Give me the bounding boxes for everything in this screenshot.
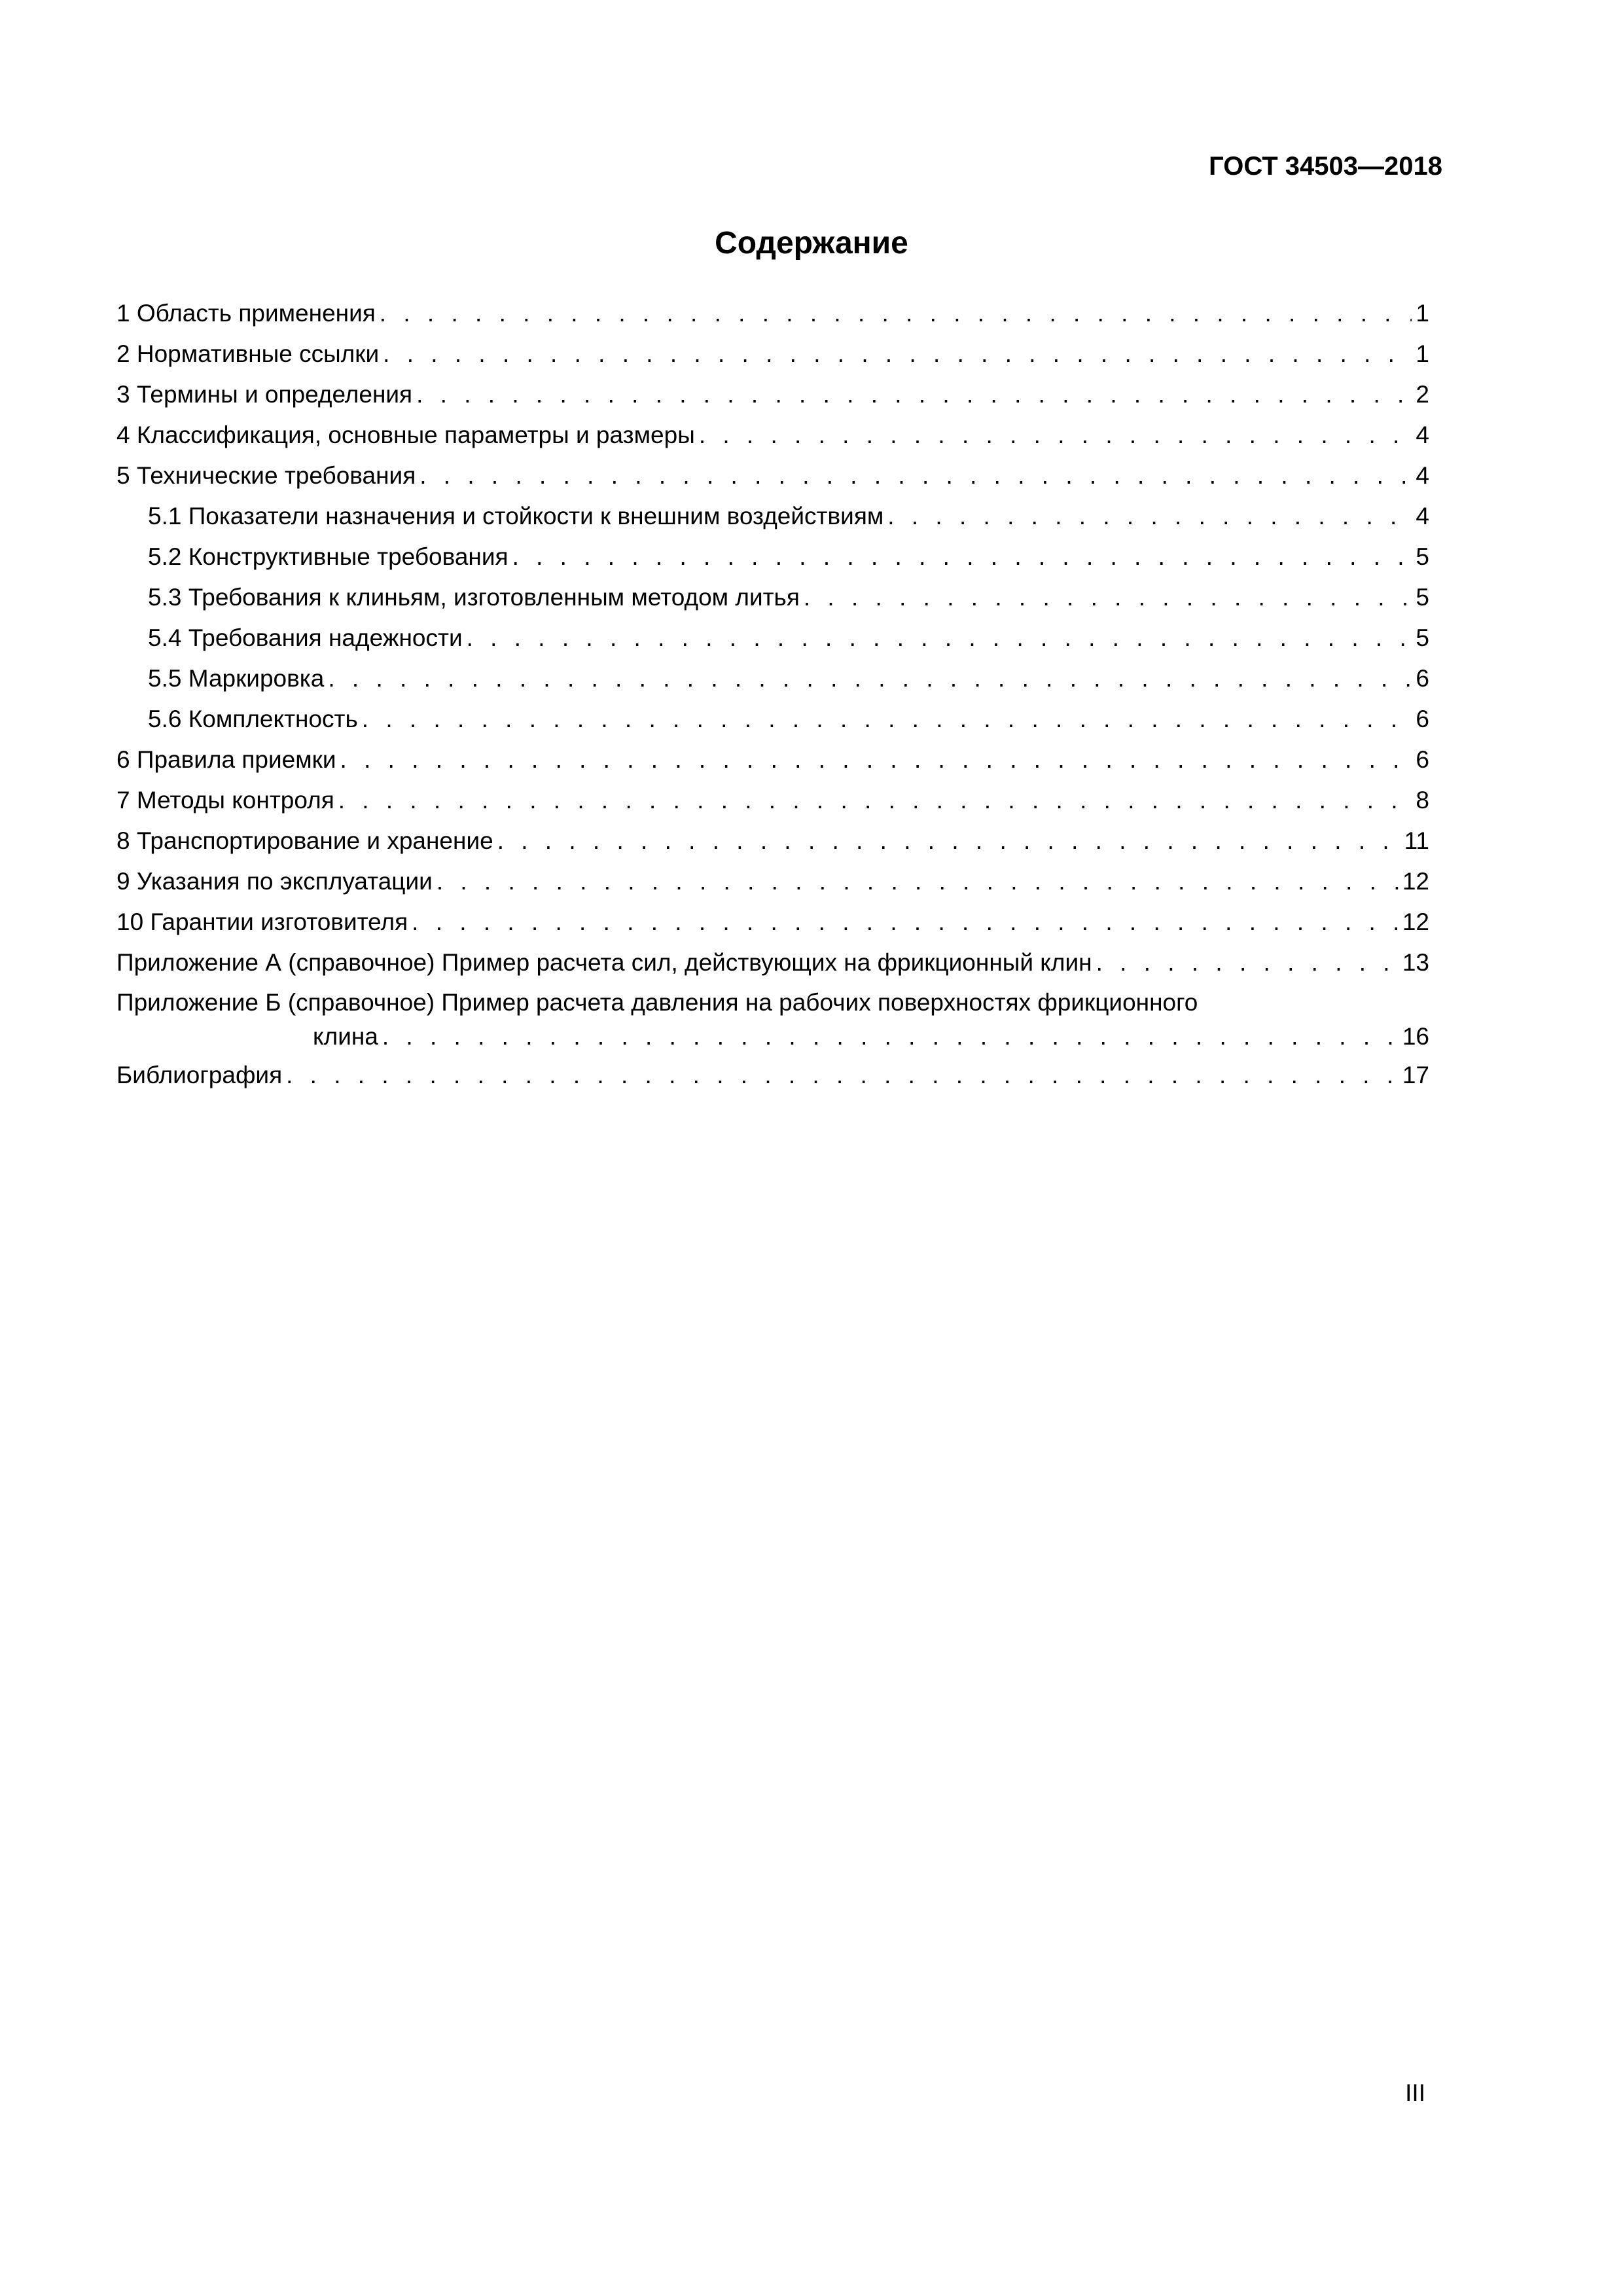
toc-entry-5-6[interactable] — [116, 699, 1429, 740]
toc-entry-title: 3 Термины и определения — [116, 381, 413, 408]
toc-entry-title: 6 Правила приемки — [116, 746, 336, 773]
toc-entry-title: 5.6 Комплектность — [148, 706, 358, 732]
toc-entry-title: Приложение Б (справочное) Пример расчета давления на рабочих поверхностях фрикционного — [116, 989, 1198, 1016]
document-code: ГОСТ 34503—2018 — [1209, 152, 1442, 181]
toc-entry-4[interactable] — [116, 415, 1429, 456]
toc-entry-page: 11 — [1404, 827, 1429, 854]
toc-entry-title: 5 Технические требования — [116, 462, 416, 489]
dot-leader — [416, 374, 1412, 415]
toc-entry-page: 4 — [1416, 422, 1429, 448]
table-of-contents — [116, 293, 1429, 1096]
toc-entry-page: 6 — [1416, 706, 1429, 732]
page-title: Содержание — [715, 226, 908, 260]
toc-entry-title: 5.1 Показатели назначения и стойкости к внешним воздействиям — [148, 503, 884, 529]
toc-entry-6[interactable] — [116, 740, 1429, 780]
toc-entry-title: 1 Область применения — [116, 300, 376, 327]
dot-leader — [412, 902, 1399, 942]
toc-entry-page: 5 — [1416, 543, 1429, 570]
toc-entry-title: 5.2 Конструктивные требования — [148, 543, 508, 570]
dot-leader — [286, 1055, 1399, 1096]
toc-entry-page: 12 — [1402, 908, 1429, 935]
toc-entry-title: 9 Указания по эксплуатации — [116, 868, 433, 895]
dot-leader — [437, 861, 1399, 902]
toc-entry-page: 4 — [1416, 503, 1429, 529]
toc-entry-title: 7 Методы контроля — [116, 787, 334, 814]
toc-entry-title: 5.3 Требования к клиньям, изготовленным методом литья — [148, 584, 800, 611]
toc-entry-page: 16 — [1402, 1023, 1429, 1050]
dot-leader — [338, 780, 1412, 821]
dot-leader — [699, 415, 1412, 456]
toc-entry-1[interactable] — [116, 293, 1429, 334]
toc-entry-page: 13 — [1402, 949, 1429, 976]
toc-entry-page: 1 — [1416, 340, 1429, 367]
toc-entry-title-cont: клина — [313, 1023, 378, 1050]
toc-entry-continuation — [116, 1020, 1429, 1054]
dot-leader — [382, 1020, 1399, 1054]
dot-leader — [887, 496, 1412, 537]
toc-entry-page: 8 — [1416, 787, 1429, 814]
dot-leader — [340, 740, 1412, 780]
dot-leader — [419, 456, 1412, 496]
toc-entry-page: 12 — [1402, 868, 1429, 895]
dot-leader — [1096, 942, 1399, 983]
page-number: III — [1405, 2079, 1425, 2106]
toc-entry-5-1[interactable] — [116, 496, 1429, 537]
toc-entry-page: 4 — [1416, 462, 1429, 489]
toc-entry-title: 8 Транспортирование и хранение — [116, 827, 493, 854]
dot-leader — [380, 293, 1412, 334]
toc-entry-5-2[interactable] — [116, 537, 1429, 577]
toc-entry-5-3[interactable] — [116, 577, 1429, 618]
toc-entry-9[interactable] — [116, 861, 1429, 902]
toc-entry-page: 6 — [1416, 665, 1429, 692]
toc-entry-page: 5 — [1416, 584, 1429, 611]
toc-entry-title: 5.4 Требования надежности — [148, 624, 463, 651]
dot-leader — [512, 537, 1412, 577]
toc-entry-title: Библиография — [116, 1062, 283, 1088]
toc-entry-appendix-a[interactable] — [116, 942, 1429, 983]
toc-entry-page: 17 — [1402, 1062, 1429, 1088]
toc-entry-5-4[interactable] — [116, 618, 1429, 658]
toc-entry-title: 5.5 Маркировка — [148, 665, 325, 692]
toc-entry-3[interactable] — [116, 374, 1429, 415]
toc-entry-page: 2 — [1416, 381, 1429, 408]
dot-leader — [467, 618, 1412, 658]
dot-leader — [497, 821, 1400, 861]
dot-leader — [362, 699, 1412, 740]
toc-entry-5-5[interactable] — [116, 658, 1429, 699]
toc-entry-bibliography[interactable] — [116, 1055, 1429, 1096]
toc-entry-title: 10 Гарантии изготовителя — [116, 908, 408, 935]
toc-entry-title: 4 Классификация, основные параметры и размеры — [116, 422, 695, 448]
toc-entry-10[interactable] — [116, 902, 1429, 942]
dot-leader — [328, 658, 1412, 699]
dot-leader — [804, 577, 1412, 618]
toc-entry-5[interactable] — [116, 456, 1429, 496]
toc-entry-appendix-b[interactable] — [116, 983, 1429, 1055]
toc-entry-page: 6 — [1416, 746, 1429, 773]
toc-entry-2[interactable] — [116, 334, 1429, 374]
toc-entry-7[interactable] — [116, 780, 1429, 821]
toc-entry-8[interactable] — [116, 821, 1429, 861]
toc-entry-page: 5 — [1416, 624, 1429, 651]
toc-entry-title: Приложение А (справочное) Пример расчета сил, действующих на фрикционный клин — [116, 949, 1092, 976]
dot-leader — [383, 334, 1412, 374]
toc-entry-title: 2 Нормативные ссылки — [116, 340, 380, 367]
toc-entry-page: 1 — [1416, 300, 1429, 327]
